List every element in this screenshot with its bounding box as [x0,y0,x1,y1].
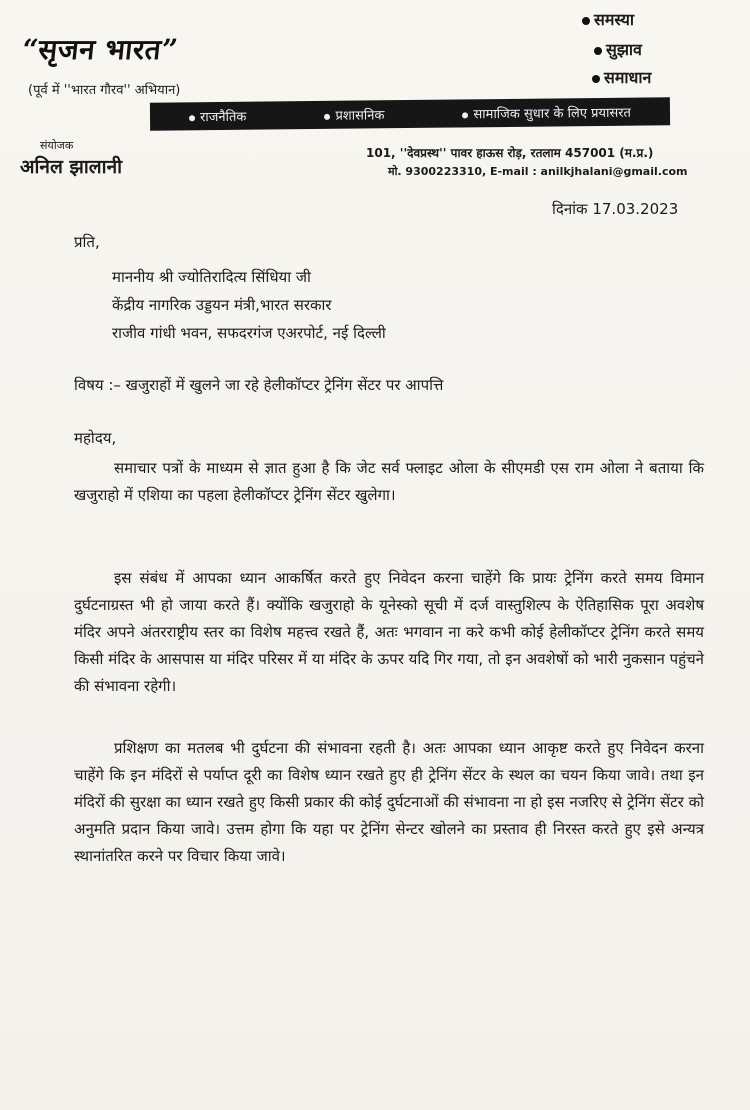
recipient-line: माननीय श्री ज्योतिरादित्य सिंधिया जी [112,268,311,286]
bullet-icon [582,17,590,25]
convener-label: संयोजक [40,139,74,152]
body-paragraph: प्रशिक्षण का मतलब भी दुर्घटना की संभावना रहती है। अतः आपका ध्यान आकृष्ट करते हुए निवेदन करना चाहेंगे कि इन मंदिरों से पर्याप्त दूरी का विशेष ध्यान रखते हुए ही ट्रेनिंग सेंटर के स्थल का चयन किया जावे। तथा इन मंदिरों की सुरक्षा का ध्यान रखते हुए किसी प्रकार की कोई दुर्घटनाओं की संभावना ना हो इस नजरिए से ट्रेनिंग सेंटर को अनुमति प्रदान किया जावे। उत्तम होगा कि यहा पर ट्रेनिंग सेन्टर खोलने का प्रस्ताव ही निरस्त करते हुए इसे अन्यत्र स्थानांतरित करने पर विचार किया जावे। [74,739,704,865]
banner-item: सामाजिक सुधार के लिए प्रयासरत [462,103,631,123]
slogan-item: सुझाव [594,38,642,60]
recipient-block [112,263,386,347]
contact-phone-email: मो. 9300223310, E-mail : anilkjhalani@gmail.com [388,165,688,178]
bullet-icon [592,75,600,83]
body-paragraph: इस संबंध में आपका ध्यान आकर्षित करते हुए निवेदन करना चाहेंगे कि प्रायः ट्रेनिंग करते समय विमान दुर्घटनाग्रस्त भी हो जाया करते हैं। क्योंकि खजुराहो के यूनेस्को सूची में दर्ज वास्तुशिल्प के ऐतिहासिक पूरा अवशेष मंदिर अपने अंतरराष्ट्रीय स्तर का विशेष महत्त्व रखते हैं, अतः भगवान ना करे कभी कोई हेलीकॉप्टर ट्रेनिंग करते समय किसी मंदिर के आसपास या मंदिर परिसर में या मंदिर के ऊपर यदि गिर गया, तो इन अवशेषों को भारी नुकसान पहुंचने की संभावना रहेगी। [74,569,704,695]
bullet-icon [462,112,468,118]
bullet-icon [189,115,195,121]
banner-item: राजनैतिक [189,107,246,126]
organization-subtitle: (पूर्व में ''भारत गौरव'' अभियान) [28,83,181,98]
body-paragraph: समाचार पत्रों के माध्यम से ज्ञात हुआ है कि जेट सर्व फ्लाइट ओला के सीएमडी एस राम ओला ने बताया कि खजुराहो में एशिया का पहला हेलीकॉप्टर ट्रेनिंग सेंटर खुलेगा। [74,459,704,504]
convener-name: अनिल झालानी [20,156,123,178]
organization-title: “सृजन भारत” [20,33,180,66]
bullet-icon [324,113,330,119]
tagline-banner [150,97,670,130]
contact-address: 101, ''देवप्रस्थ'' पावर हाऊस रोड़, रतलाम 457001 (म.प्र.) [366,146,654,160]
to-label: प्रति, [74,233,100,251]
subject-line: विषय :– खजुराहों में खुलने जा रहे हेलीकॉप्टर ट्रेनिंग सेंटर पर आपत्ति [74,376,444,394]
banner-item: प्रशासनिक [324,105,384,124]
letter-date: दिनांक 17.03.2023 [552,200,679,218]
slogan-item: समस्या [582,8,634,30]
slogan-item: समाधान [592,66,651,88]
greeting: महोदय, [74,429,117,447]
recipient-line: केंद्रीय नागरिक उड्डयन मंत्री,भारत सरकार [112,296,332,314]
recipient-line: राजीव गांधी भवन, सफदरगंज एअरपोर्ट, नई दिल्ली [112,324,386,342]
bullet-icon [594,47,602,55]
